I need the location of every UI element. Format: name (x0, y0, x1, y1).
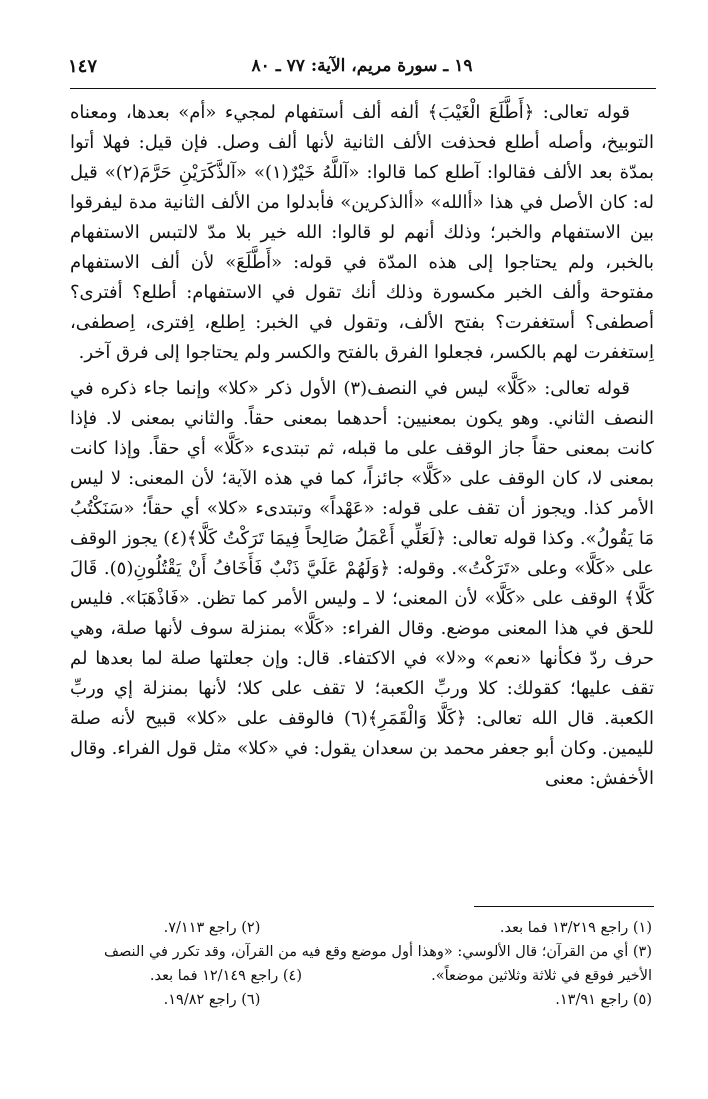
page-header (68, 56, 656, 90)
footnote-2: (٢) راجع ٧/١١٣. (163, 920, 261, 936)
paragraph-2-text: قوله تعالى: «كَلَّا» ليس في النصف(٣) الأول ذكر «كلا» وإنما جاء ذكره في النصف الثاني. وهو يكون بمعنيين: أحدهما بمعنى حقاً. والثاني بمعنى لا. فإذا كانت بمعنى حقاً جاز الوقف على ما قبله، ثم تبتدىء «كَلَّا» أي حقاً. وإذا كانت بمعنى لا، كان الوقف على «كَلَّا» جائزاً، كما في هذه الآية؛ لأن المعنى: لا ليس الأمر كذا. ويجوز أن تقف على قوله: «عَهْداً» وتبتدىء «كلا» أي حقاً؛ «سَنَكْتُبُ مَا يَقُولُ». وكذا قوله تعالى: ﴿لَعَلِّي أَعْمَلُ صَالِحاً فِيمَا تَرَكْتُ كَلَّا﴾(٤) يجوز الوقف على «كَلَّا» وعلى «تَرَكْتُ». وقوله: ﴿وَلَهُمْ عَلَيَّ ذَنْبٌ فَأَخَافُ أَنْ يَقْتُلُونِ(٥). قَالَ كَلَّا﴾ الوقف على «كَلَّا» لأن المعنى؛ لا ـ وليس الأمر كما تظن. «فَاذْهَبَا». فليس للحق في هذا المعنى موضع. وقال الفراء: «كَلَّا» بمنزلة سوف لأنها صلة، وهي حرف ردّ فكأنها «نعم» و«لا» في الاكتفاء. قال: وإن جعلتها صلة لما بعدها لم تقف عليها؛ كقولك: كلا وربِّ الكعبة؛ لا تقف على كلا؛ لأنها بمنزلة إي وربِّ الكعبة. قال الله تعالى: ﴿كَلَّا وَالْقَمَرِ﴾(٦) فالوقف على «كلا» قبيح لأنه صلة لليمين. وكان أبو جعفر محمد بن سعدان يقول: في «كلا» مثل قول الفراء. وقال الأخفش: معنى (70, 378, 655, 789)
footnote-row-1 (72, 916, 652, 940)
footnote-row-3 (72, 988, 652, 1012)
page-number: ١٤٧ (68, 56, 98, 77)
footnote-3: (٣) أي من القرآن؛ قال الألوسي: «وهذا أول موضع وقع فيه من القرآن، وقد تكرر في النصف الأخير فوقع في ثلاثة وثلاثين موضعاً». (103, 944, 652, 984)
footnote-4: (٤) راجع ١٢/١٤٩ فما بعد. (149, 968, 302, 984)
footnote-1: (١) راجع ١٣/٢١٩ فما بعد. (499, 920, 652, 936)
paragraph-1-text: قوله تعالى: ﴿أَطَّلَعَ الْغَيْبَ﴾ ألفه ألف أستفهام لمجيء «أم» بعدها، ومعناه التوبيخ، وأصله أطلع فحذفت الألف الثانية لأنها ألف وصل. فإن قيل: فهلا أتوا بمدّة بعد الألف فقالوا: آطلع كما قالوا: «آللَّهُ خَيْرٌ(١)» «آلذَّكَرَيْنِ حَرَّمَ(٢)» قيل له: كان الأصل في هذا «أالله» «أالذكرين» فأبدلوا من الألف الثانية مدة ليفرقوا بين الاستفهام والخبر؛ وذلك أنهم لو قالوا: الله خير بلا مدّ لالتبس الاستفهام بالخبر، ولم يحتاجوا إلى هذه المدّة في قوله: «أَطَّلَعَ» لأن ألف الاستفهام مفتوحة وألف الخبر مكسورة وذلك أنك تقول في الاستفهام: أطلع؟ أفترى؟ أصطفى؟ أستغفرت؟ بفتح الألف، وتقول في الخبر: اِطلع، اِفترى، اِصطفى، اِستغفرت لهم بالكسر، فجعلوا الفرق بالفتح والكسر ولم يحتاجوا إلى فرق آخر. (70, 102, 654, 363)
footnote-6: (٦) راجع ١٩/٨٢. (163, 992, 261, 1008)
footnote-rule (474, 906, 654, 907)
paragraph-2 (70, 374, 654, 794)
paragraph-1 (70, 98, 654, 368)
running-title: ١٩ ـ سورة مريم، الآية: ٧٧ ـ ٨٠ (251, 56, 473, 76)
footnotes (72, 916, 652, 1012)
header-rule (70, 88, 656, 89)
footnote-5: (٥) راجع ١٣/٩١. (555, 992, 652, 1008)
main-text (70, 98, 654, 800)
